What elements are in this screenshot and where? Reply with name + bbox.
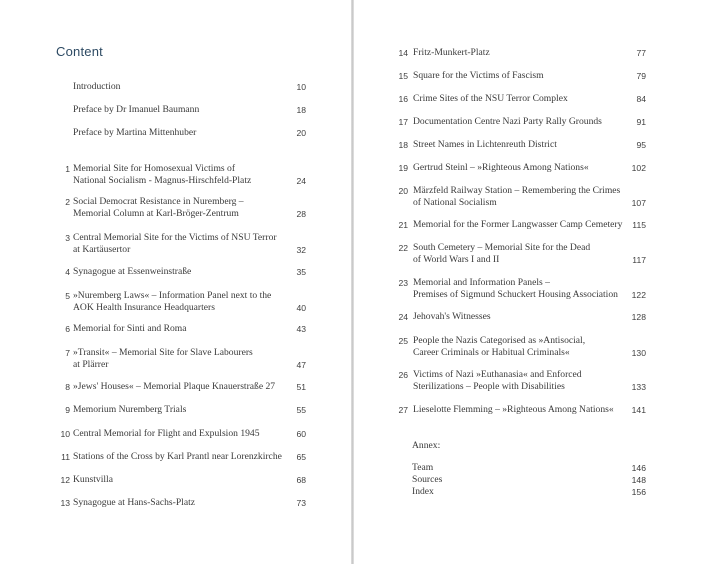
toc-entry-title: of World Wars I and II (413, 253, 500, 265)
toc-entry-page: 65 (296, 452, 306, 462)
toc-entry-number: 14 (398, 48, 408, 58)
toc-entry-number: 9 (65, 405, 70, 415)
toc-entry-title: Documentation Centre Nazi Party Rally Grounds (413, 116, 602, 127)
toc-entry-title: Synagogue at Hans-Sachs-Platz (73, 497, 196, 508)
toc-entry-page: 130 (631, 347, 646, 358)
toc-entry-page: 28 (296, 208, 306, 219)
toc-entry-page: 95 (636, 140, 646, 150)
toc-entry-page: 141 (631, 405, 646, 415)
toc-entry-page: 79 (636, 71, 646, 81)
toc-entry-page: 60 (296, 429, 306, 439)
toc-entry-title: Memorial for the Former Langwasser Camp Cemetery (413, 219, 623, 230)
toc-heading: Content (56, 44, 103, 59)
toc-entry-page: 35 (296, 267, 306, 277)
toc-entry-title: at Plärrer (73, 358, 109, 370)
toc-entry-title: Kunstvilla (73, 474, 113, 485)
annex-item[interactable]: Index (412, 486, 434, 497)
toc-entry-page: 91 (636, 117, 646, 127)
annex-label: Annex: (412, 440, 441, 451)
toc-entry-number: 17 (398, 117, 408, 127)
toc-entry-title: Square for the Victims of Fascism (413, 70, 544, 81)
toc-entry-title: Central Memorial for Flight and Expulsion 1945 (73, 428, 260, 439)
toc-entry-title: South Cemetery – Memorial Site for the Dead (413, 242, 591, 253)
toc-entry-title: Gertrud Steinl – »Righteous Among Nations« (413, 162, 589, 173)
toc-entry-page: 51 (296, 382, 306, 392)
toc-entry-number: 10 (60, 429, 70, 439)
toc-entry-page: 18 (296, 105, 306, 115)
toc-entry-title: Synagogue at Essenweinstraße (73, 266, 192, 277)
toc-entry-number: 1 (65, 164, 70, 174)
toc-entry-title: Memorial Column at Karl-Bröger-Zentrum (73, 207, 239, 219)
annex-item-page: 146 (631, 463, 646, 473)
toc-entry-number: 2 (65, 197, 70, 207)
toc-entry-title: Fritz-Munkert-Platz (413, 47, 490, 58)
toc-entry-title: Memorium Nuremberg Trials (73, 404, 187, 415)
toc-entry-page: 117 (632, 254, 646, 265)
toc-entry-number: 16 (398, 94, 408, 104)
toc-entry-page: 43 (296, 324, 306, 334)
toc-entry-number: 18 (398, 140, 408, 150)
annex-item[interactable]: Sources (412, 474, 443, 485)
toc-entry-number: 5 (65, 291, 70, 301)
toc-entry-title: Crime Sites of the NSU Terror Complex (413, 93, 568, 104)
toc-entry-number: 7 (65, 348, 70, 358)
toc-entry-title: Victims of Nazi »Euthanasia« and Enforced (413, 369, 582, 380)
toc-entry-number: 11 (61, 452, 70, 462)
toc-entry-title: Street Names in Lichtenreuth District (413, 139, 557, 150)
toc-entry-number: 19 (398, 163, 408, 173)
toc-entry-page: 115 (632, 220, 646, 230)
toc-entry-page: 20 (296, 128, 306, 138)
toc-entry-number: 27 (398, 405, 408, 415)
toc-entry-page: 68 (296, 475, 306, 485)
toc-entry-page: 40 (296, 302, 306, 313)
annex-item-page: 148 (631, 475, 646, 485)
toc-entry-title: of National Socialism (413, 196, 497, 208)
toc-entry-page: 122 (631, 289, 646, 300)
toc-entry-number: 12 (60, 475, 70, 485)
toc-entry-title: Preface by Martina Mittenhuber (73, 127, 197, 138)
toc-entry-number: 20 (398, 186, 408, 196)
toc-entry-title: Premises of Sigmund Schuckert Housing Association (413, 288, 618, 300)
toc-entry-number: 3 (65, 233, 70, 243)
toc-entry-title: Memorial and Information Panels – (413, 277, 550, 288)
toc-entry-title: Memorial Site for Homosexual Victims of (73, 163, 236, 174)
toc-entry-title: »Nuremberg Laws« – Information Panel next to the (73, 290, 272, 301)
annex-item[interactable]: Team (412, 462, 434, 473)
toc-entry-title: AOK Health Insurance Headquarters (73, 301, 215, 313)
toc-entry-page: 77 (636, 48, 646, 58)
toc-entry-number: 15 (398, 71, 408, 81)
toc-entry-number: 25 (398, 336, 408, 346)
toc-entry-page: 102 (631, 163, 646, 173)
toc-entry-page: 128 (631, 312, 646, 322)
toc-entry-number: 21 (398, 220, 408, 230)
toc-entry-number: 26 (398, 370, 408, 380)
toc-entry-page: 107 (631, 197, 646, 208)
toc-entry-page: 133 (631, 381, 646, 392)
toc-entry-page: 32 (296, 244, 306, 255)
toc-entry-title: Jehovah's Witnesses (413, 311, 491, 322)
toc-entry-title: at Kartäusertor (73, 243, 131, 255)
toc-entry-page: 55 (296, 405, 306, 415)
toc-entry-title: Memorial for Sinti and Roma (73, 323, 187, 334)
toc-entry-number: 24 (398, 312, 408, 322)
toc-entry-number: 8 (65, 382, 70, 392)
toc-entry-number: 22 (398, 243, 408, 253)
toc-entry-title: Stations of the Cross by Karl Prantl near Lorenzkirche (73, 451, 282, 462)
toc-entry-title: National Socialism - Magnus-Hirschfeld-Platz (73, 174, 252, 186)
toc-entry-title: Central Memorial Site for the Victims of NSU Terror (73, 232, 277, 243)
toc-entry-title: »Transit« – Memorial Site for Slave Labourers (73, 347, 253, 358)
toc-entry-page: 73 (296, 498, 306, 508)
toc-entry-title: Introduction (73, 81, 121, 92)
toc-entry-page: 84 (636, 94, 646, 104)
toc-entry-title: »Jews' Houses« – Memorial Plaque Knauerstraße 27 (73, 381, 276, 392)
toc-entry-page: 10 (296, 82, 306, 92)
toc-entry-title: Lieselotte Flemming – »Righteous Among Nations« (413, 404, 614, 415)
toc-entry-number: 6 (65, 324, 70, 334)
toc-entry-title: Career Criminals or Habitual Criminals« (413, 346, 570, 358)
toc-entry-number: 13 (60, 498, 70, 508)
toc-entry-number: 4 (65, 267, 70, 277)
annex-item-page: 156 (631, 487, 646, 497)
toc-entry-page: 24 (296, 175, 306, 186)
toc-entry-title: Sterilizations – People with Disabilities (413, 380, 565, 392)
toc-entry-title: People the Nazis Categorised as »Antisocial, (413, 335, 586, 346)
toc-entry-number: 23 (398, 278, 408, 288)
toc-entry-page: 47 (296, 359, 306, 370)
toc-entry-title: Preface by Dr Imanuel Baumann (73, 104, 200, 115)
toc-entry-title: Märzfeld Railway Station – Remembering the Crimes (413, 185, 621, 196)
toc-entry-title: Social Democrat Resistance in Nuremberg – (73, 196, 244, 207)
